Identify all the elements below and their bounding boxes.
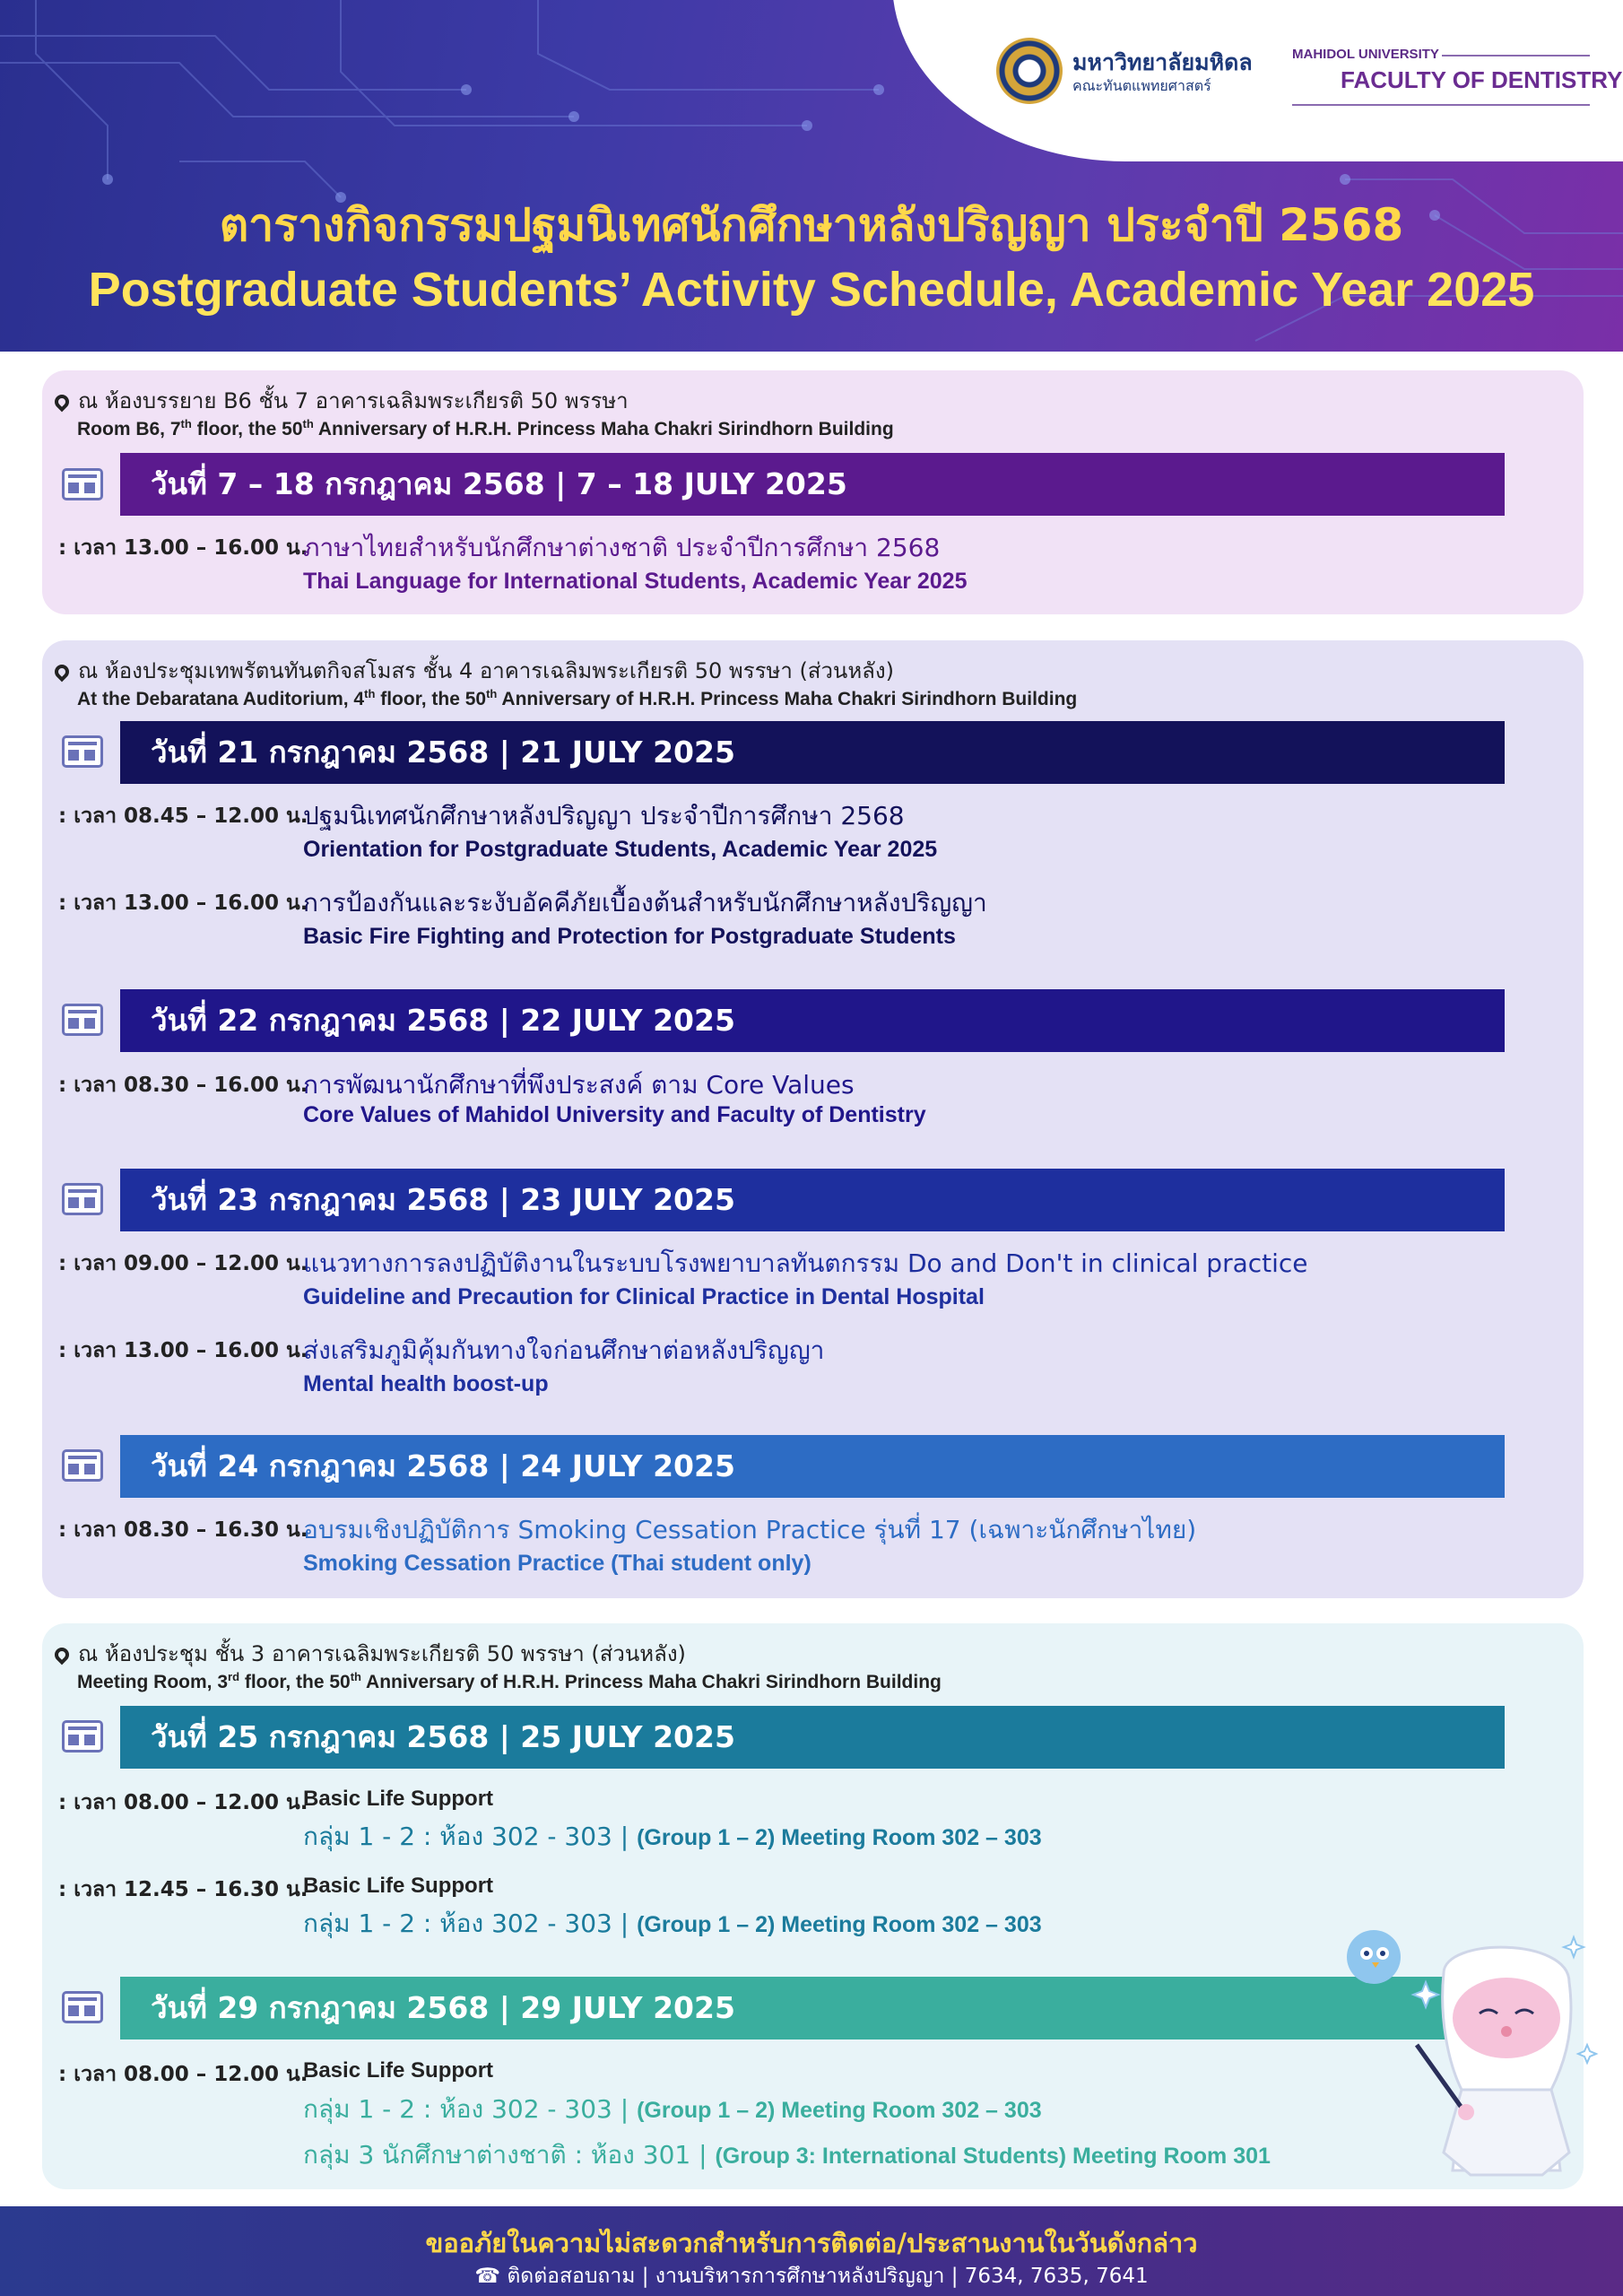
activity-time: : เวลา 13.00 – 16.00 น.	[58, 1339, 308, 1362]
activity-title-english: Thai Language for International Students, Academic Year 2025	[303, 569, 968, 594]
day-header-29-july: วันที่ 29 กรกฎาคม 2568 | 29 JULY 2025	[120, 1977, 1505, 2039]
day-header-7-18-july: วันที่ 7 – 18 กรกฎาคม 2568 | 7 – 18 JULY 2025	[120, 453, 1505, 516]
schedule-icon	[62, 468, 103, 500]
activity-title: Basic Life Support	[303, 1874, 494, 1898]
activity-title-english: Orientation for Postgraduate Students, Academic Year 2025	[303, 837, 938, 862]
activity-title: Basic Life Support	[303, 1787, 494, 1811]
activity-title-thai: การป้องกันและระงับอัคคีภัยเบื้องต้นสำหรับนักศึกษาหลังปริญญา	[303, 888, 987, 918]
logo-thai-faculty-name: คณะทันตแพทยศาสตร์	[1072, 77, 1211, 94]
schedule-icon	[62, 1991, 103, 2023]
location-english: Room B6, 7th floor, the 50th Anniversary of H.R.H. Princess Maha Chakri Sirindhorn Building	[77, 417, 894, 439]
activity-time: : เวลา 08.45 – 12.00 น.	[58, 804, 308, 828]
activity-title-thai: ภาษาไทยสำหรับนักศึกษาต่างชาติ ประจำปีการศึกษา 2568	[303, 533, 941, 562]
logo-english-faculty: FACULTY OF DENTISTRY	[1341, 66, 1623, 93]
tooth-mascot-illustration	[1336, 1919, 1605, 2188]
schedule-icon	[62, 1004, 103, 1036]
activity-time: : เวลา 09.00 – 12.00 น.	[58, 1252, 308, 1275]
activity-title-thai: ส่งเสริมภูมิคุ้มกันทางใจก่อนศึกษาต่อหลังปริญญา	[303, 1335, 825, 1365]
footer-banner	[0, 2206, 1623, 2296]
venue-section-room-b6	[42, 370, 1584, 614]
activity-title-thai: แนวทางการลงปฏิบัติงานในระบบโรงพยาบาลทันตกรรม Do and Don't in clinical practice	[303, 1248, 1308, 1278]
footer-contact: ☎ ติดต่อสอบถาม | งานบริหารการศึกษาหลังปริญญา | 7634, 7635, 7641	[474, 2265, 1149, 2288]
location-thai: ณ ห้องประชุม ชั้น 3 อาคารเฉลิมพระเกียรติ 50 พรรษา (ส่วนหลัง)	[55, 1636, 686, 1671]
schedule-icon	[62, 1720, 103, 1752]
page-title-english: Postgraduate Students’ Activity Schedule, Academic Year 2025	[88, 263, 1535, 317]
logo-divider	[1292, 104, 1590, 106]
day-header-21-july: วันที่ 21 กรกฎาคม 2568 | 21 JULY 2025	[120, 721, 1505, 784]
location-english: Meeting Room, 3rd floor, the 50th Anniversary of H.R.H. Princess Maha Chakri Sirindhorn Building	[77, 1670, 942, 1692]
activity-group-room: กลุ่ม 1 - 2 : ห้อง 302 - 303 | (Group 1 – 2) Meeting Room 302 – 303	[303, 1822, 1042, 1851]
activity-title-thai: การพัฒนานักศึกษาที่พึงประสงค์ ตาม Core Values	[303, 1070, 855, 1100]
location-pin-icon	[52, 392, 73, 413]
location-thai: ณ ห้องประชุมเทพรัตนทันตกิจสโมสร ชั้น 4 อาคารเฉลิมพระเกียรติ 50 พรรษา (ส่วนหลัง)	[55, 653, 894, 688]
activity-title-english: Basic Fire Fighting and Protection for Postgraduate Students	[303, 924, 956, 949]
activity-time: : เวลา 08.00 – 12.00 น.	[58, 2063, 308, 2086]
day-header-25-july: วันที่ 25 กรกฎาคม 2568 | 25 JULY 2025	[120, 1706, 1505, 1769]
footer-notice: ขออภัยในความไม่สะดวกสำหรับการติดต่อ/ประสานงานในวันดังกล่าว	[425, 2228, 1198, 2258]
day-header-24-july: วันที่ 24 กรกฎาคม 2568 | 24 JULY 2025	[120, 1435, 1505, 1498]
venue-section-debaratana-auditorium	[42, 640, 1584, 1598]
schedule-icon	[62, 735, 103, 768]
location-english: At the Debaratana Auditorium, 4th floor, the 50th Anniversary of H.R.H. Princess Maha Chakri Sirindhorn Building	[77, 687, 1078, 709]
activity-time: : เวลา 13.00 – 16.00 น.	[58, 891, 308, 915]
page-title-thai: ตารางกิจกรรมปฐมนิเทศนักศึกษาหลังปริญญา ประจำปี 2568	[219, 199, 1404, 251]
activity-title-english: Guideline and Precaution for Clinical Practice in Dental Hospital	[303, 1284, 985, 1309]
activity-time: : เวลา 08.30 – 16.00 น.	[58, 1074, 308, 1097]
logo-english-university: MAHIDOL UNIVERSITY	[1292, 47, 1439, 62]
activity-group-room: กลุ่ม 1 - 2 : ห้อง 302 - 303 | (Group 1 – 2) Meeting Room 302 – 303	[303, 1909, 1042, 1938]
schedule-icon	[62, 1449, 103, 1482]
location-thai: ณ ห้องบรรยาย B6 ชั้น 7 อาคารเฉลิมพระเกียรติ 50 พรรษา	[55, 383, 629, 418]
activity-group-room: กลุ่ม 1 - 2 : ห้อง 302 - 303 | (Group 1 – 2) Meeting Room 302 – 303	[303, 2094, 1042, 2124]
activity-title-thai: ปฐมนิเทศนักศึกษาหลังปริญญา ประจำปีการศึกษา 2568	[303, 801, 905, 831]
logo-thai-university-name: มหาวิทยาลัยมหิดล	[1072, 49, 1253, 75]
day-header-22-july: วันที่ 22 กรกฎาคม 2568 | 22 JULY 2025	[120, 989, 1505, 1052]
activity-title: Basic Life Support	[303, 2058, 494, 2083]
location-pin-icon	[52, 662, 73, 683]
activity-time: : เวลา 13.00 – 16.00 น.	[58, 536, 308, 560]
activity-group-room: กลุ่ม 3 นักศึกษาต่างชาติ : ห้อง 301 | (Group 3: International Students) Meeting Room 301	[303, 2140, 1271, 2170]
mahidol-seal-icon	[996, 38, 1063, 104]
day-header-23-july: วันที่ 23 กรกฎาคม 2568 | 23 JULY 2025	[120, 1169, 1505, 1231]
activity-time: : เวลา 08.30 – 16.30 น.	[58, 1518, 308, 1542]
activity-title-english: Mental health boost-up	[303, 1371, 549, 1396]
activity-title-english: Core Values of Mahidol University and Faculty of Dentistry	[303, 1102, 926, 1127]
activity-title-english: Smoking Cessation Practice (Thai student only)	[303, 1551, 812, 1576]
activity-time: : เวลา 12.45 – 16.30 น.	[58, 1878, 308, 1901]
activity-title-thai: อบรมเชิงปฏิบัติการ Smoking Cessation Practice รุ่นที่ 17 (เฉพาะนักศึกษาไทย)	[303, 1515, 1197, 1544]
schedule-icon	[62, 1183, 103, 1215]
activity-time: : เวลา 08.00 – 12.00 น.	[58, 1791, 308, 1814]
header-banner	[0, 0, 1623, 352]
phone-icon: ☎	[474, 2265, 501, 2288]
location-pin-icon	[52, 1645, 73, 1665]
logo-divider	[1442, 55, 1590, 57]
